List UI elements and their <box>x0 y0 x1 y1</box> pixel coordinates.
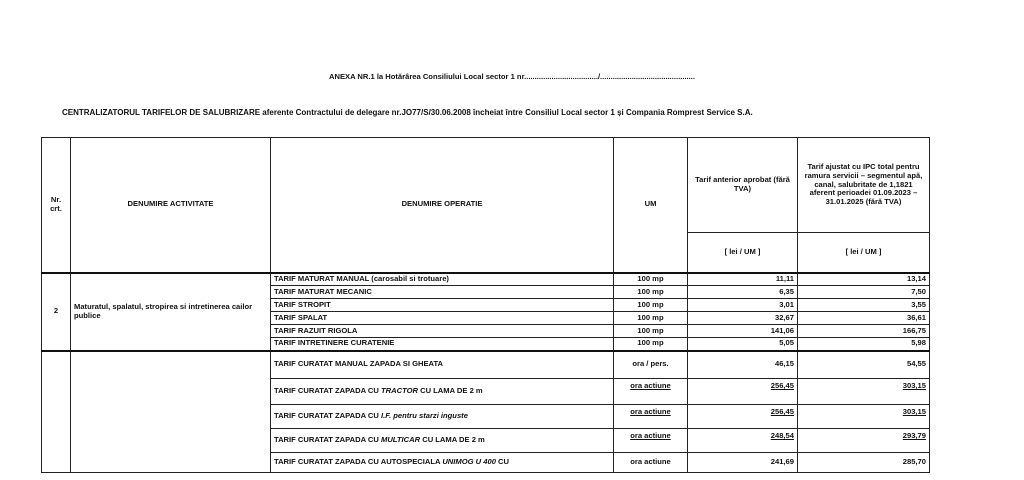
operation-cell: TARIF INTRETINERE CURATENIE <box>271 338 614 351</box>
adjusted-tariff-cell: 293,79 <box>798 429 930 453</box>
adjusted-tariff-cell: 285,70 <box>798 453 930 473</box>
header-um: UM <box>614 138 688 273</box>
table-row <box>42 273 930 286</box>
prev-tariff-cell: 256,45 <box>688 379 798 405</box>
um-cell: ora actiune <box>614 405 688 429</box>
adjusted-tariff-cell: 303,15 <box>798 379 930 405</box>
header-prev-tariff: Tarif anterior aprobat (fără TVA) <box>688 138 798 233</box>
group3-nr <box>42 351 71 473</box>
um-cell: ora / pers. <box>614 351 688 379</box>
prev-tariff-cell: 256,45 <box>688 405 798 429</box>
operation-cell: TARIF CURATAT ZAPADA CU I.F. pentru starzi inguste <box>271 405 614 429</box>
um-cell: ora actiune <box>614 379 688 405</box>
prev-tariff-cell: 141,06 <box>688 325 798 338</box>
operation-cell: TARIF STROPIT <box>271 299 614 312</box>
adjusted-tariff-cell: 303,15 <box>798 405 930 429</box>
operation-cell: TARIF MATURAT MECANIC <box>271 286 614 299</box>
um-cell: ora actiune <box>614 429 688 453</box>
table-header-row <box>42 138 930 233</box>
operation-cell: TARIF SPALAT <box>271 312 614 325</box>
header-nr: Nr. crt. <box>42 138 71 273</box>
header-adjusted-unit: [ lei / UM ] <box>798 233 930 273</box>
header-operation: DENUMIRE OPERATIE <box>271 138 614 273</box>
adjusted-tariff-cell: 54,55 <box>798 351 930 379</box>
prev-tariff-cell: 241,69 <box>688 453 798 473</box>
prev-tariff-cell: 46,15 <box>688 351 798 379</box>
adjusted-tariff-cell: 5,98 <box>798 338 930 351</box>
um-cell: 100 mp <box>614 299 688 312</box>
prev-tariff-cell: 32,67 <box>688 312 798 325</box>
adjusted-tariff-cell: 3,55 <box>798 299 930 312</box>
adjusted-tariff-cell: 13,14 <box>798 273 930 286</box>
um-cell: 100 mp <box>614 338 688 351</box>
operation-cell: TARIF RAZUIT RIGOLA <box>271 325 614 338</box>
adjusted-tariff-cell: 166,75 <box>798 325 930 338</box>
operation-cell: TARIF CURATAT ZAPADA CU TRACTOR CU LAMA DE 2 m <box>271 379 614 405</box>
adjusted-tariff-cell: 36,61 <box>798 312 930 325</box>
table-row <box>42 351 930 379</box>
prev-tariff-cell: 248,54 <box>688 429 798 453</box>
prev-tariff-cell: 3,01 <box>688 299 798 312</box>
annex-title: ANEXA NR.1 la Hotărârea Consiliului Local sector 1 nr.................................../............................................. <box>329 72 695 81</box>
um-cell: 100 mp <box>614 273 688 286</box>
prev-tariff-cell: 11,11 <box>688 273 798 286</box>
um-cell: 100 mp <box>614 325 688 338</box>
group2-nr: 2 <box>42 273 71 351</box>
prev-tariff-cell: 6,35 <box>688 286 798 299</box>
header-prev-unit: [ lei / UM ] <box>688 233 798 273</box>
operation-cell: TARIF MATURAT MANUAL (carosabil si trotuare) <box>271 273 614 286</box>
um-cell: ora actiune <box>614 453 688 473</box>
um-cell: 100 mp <box>614 312 688 325</box>
tariff-table <box>41 137 930 473</box>
group3-activity <box>71 351 271 473</box>
operation-cell: TARIF CURATAT ZAPADA CU MULTICAR CU LAMA DE 2 m <box>271 429 614 453</box>
operation-cell: TARIF CURATAT ZAPADA CU AUTOSPECIALA UNIMOG U 400 CU <box>271 453 614 473</box>
um-cell: 100 mp <box>614 286 688 299</box>
header-adjusted-tariff: Tarif ajustat cu IPC total pentru ramura servicii – segmentul apă, canal, salubritate de 1,1821 aferent perioadei 01.09.2023 – 31.01.2025 (fără TVA) <box>798 138 930 233</box>
group2-activity: Maturatul, spalatul, stropirea si intretinerea cailor publice <box>71 273 271 351</box>
document-title: CENTRALIZATORUL TARIFELOR DE SALUBRIZARE aferente Contractului de delegare nr.JO77/S/30.06.2008 încheiat între Consiliul Local sector 1 și Compania Romprest Service S.A. <box>62 108 753 117</box>
prev-tariff-cell: 5,05 <box>688 338 798 351</box>
operation-cell: TARIF CURATAT MANUAL ZAPADA SI GHEATA <box>271 351 614 379</box>
header-activity: DENUMIRE ACTIVITATE <box>71 138 271 273</box>
adjusted-tariff-cell: 7,50 <box>798 286 930 299</box>
